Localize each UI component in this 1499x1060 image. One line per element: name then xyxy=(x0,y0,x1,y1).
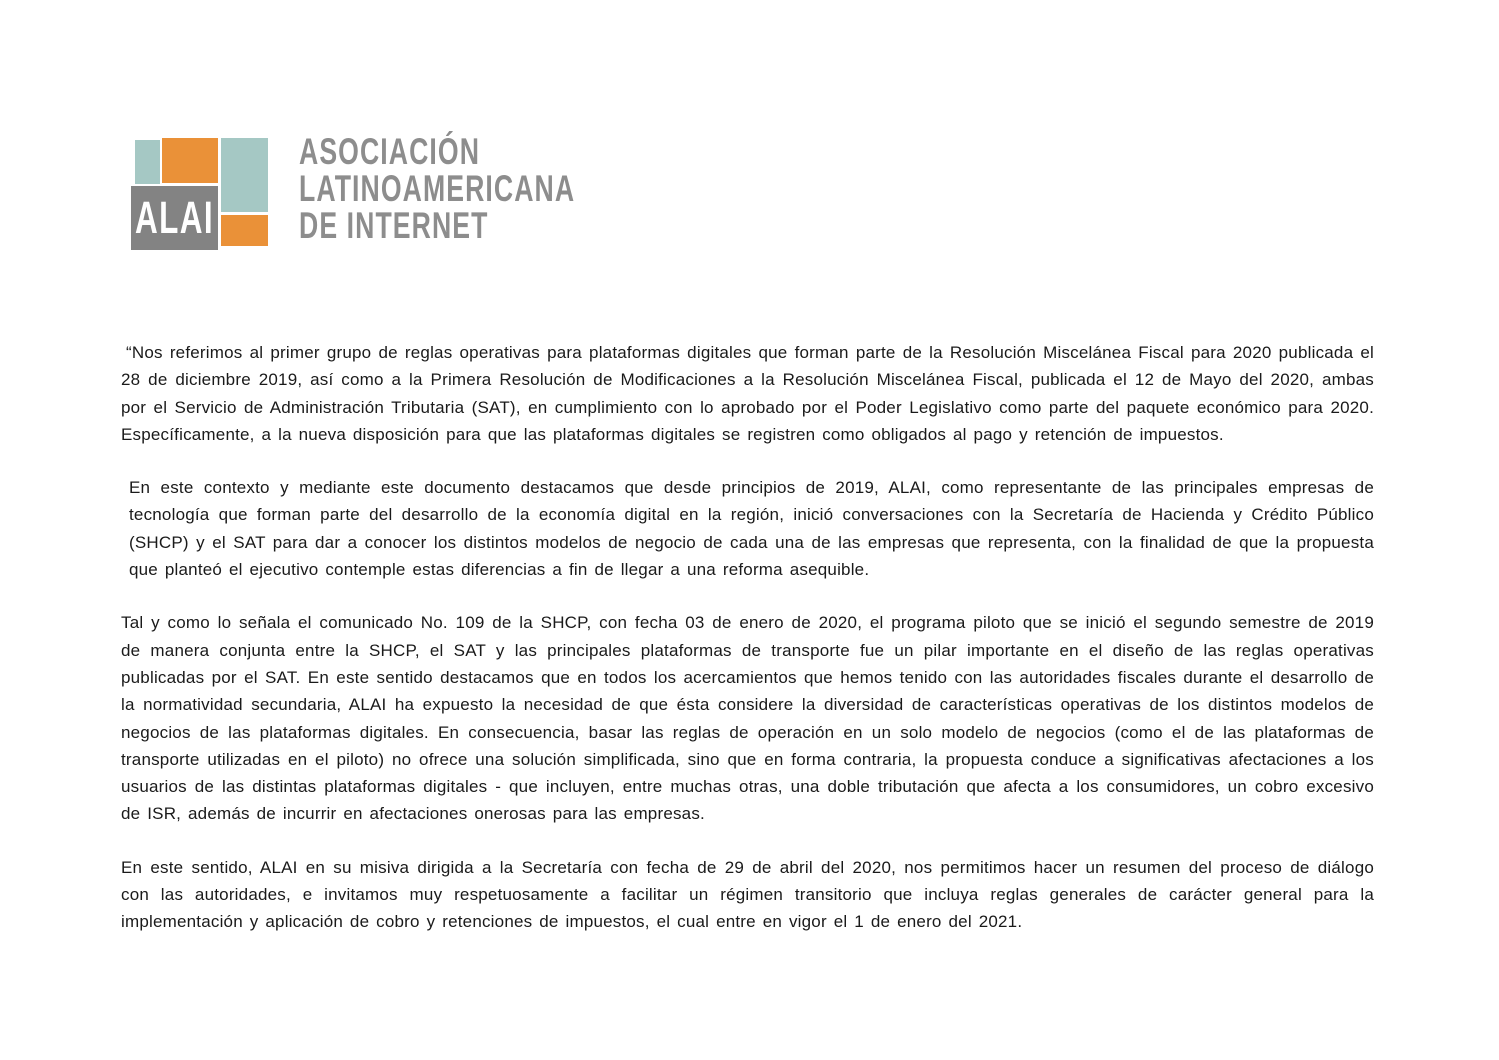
logo-square-orange-top xyxy=(162,138,218,183)
letter-body xyxy=(121,339,1374,962)
paragraph-4: En este sentido, ALAI en su misiva dirigida a la Secretaría con fecha de 29 de abril del 2020, nos permitimos hacer un resumen del proceso de diálogo con las autoridades, e invitamos muy respetuosamente a facilitar un régimen transitorio que incluya reglas generales de carácter general para la implementación y aplicación de cobro y retenciones de impuestos, el cual entre en vigor el 1 de enero del 2021. xyxy=(121,857,1374,932)
logo-square-teal-top-left xyxy=(135,140,160,184)
alai-logo-mark-icon xyxy=(131,137,269,251)
logo-square-teal-right xyxy=(221,138,268,212)
paragraph-2: En este contexto y mediante este documento destacamos que desde principios de 2019, ALAI, como representante de las principales empresas de tecnología que forman parte del desarrollo de la economía digital en la región, inició conversaciones con la Secretaría de Hacienda y Crédito Público (SHCP) y el SAT para dar a conocer los distintos modelos de negocio de cada una de las empresas que representa, con la finalidad de que la propuesta que planteó el ejecutivo contemple estas diferencias a fin de llegar a una reforma asequible. xyxy=(129,478,1374,580)
logo-wordmark-line-1: ASOCIACIÓN xyxy=(299,131,481,172)
logo-wordmark-line-3: DE INTERNET xyxy=(299,205,489,246)
logo-wordmark-line-2: LATINOAMERICANA xyxy=(299,168,576,209)
paragraph-3: Tal y como lo señala el comunicado No. 109 de la SHCP, con fecha 03 de enero de 2020, el programa piloto que se inició el segundo semestre de 2019 de manera conjunta entre la SHCP, el SAT y las principales plataformas de transporte fue un pilar importante en el diseño de las reglas operativas publicadas por el SAT. En este sentido destacamos que en todos los acercamientos que hemos tenido con las autoridades fiscales durante el desarrollo de la normatividad secundaria, ALAI ha expuesto la necesidad de que ésta considere la diversidad de características operativas de los distintos modelos de negocios de las plataformas digitales. En consecuencia, basar las reglas de operación en un solo modelo de negocios (como el de las plataformas de transporte utilizadas en el piloto) no ofrece una solución simplificada, sino que en forma contraria, la propuesta conduce a significativas afectaciones a los usuarios de las distintas plataformas digitales - que incluyen, entre muchas otras, una doble tributación que afecta a los consumidores, un cobro excesivo de ISR, además de incurrir en afectaciones onerosas para las empresas. xyxy=(121,613,1374,824)
paragraph-1: “Nos referimos al primer grupo de reglas operativas para plataformas digitales que forman parte de la Resolución Miscelánea Fiscal para 2020 publicada el 28 de diciembre 2019, así como a la Primera Resolución de Modificaciones a la Resolución Miscelánea Fiscal, publicada el 12 de Mayo del 2020, ambas por el Servicio de Administración Tributaria (SAT), en cumplimiento con lo aprobado por el Poder Legislativo como parte del paquete económico para 2020. Específicamente, a la nueva disposición para que las plataformas digitales se registren como obligados al pago y retención de impuestos. xyxy=(121,343,1374,444)
logo-acronym: ALAI xyxy=(134,191,215,243)
logo-wordmark xyxy=(299,133,683,244)
logo-square-orange-bottom-right xyxy=(221,215,268,246)
logo-acronym-box xyxy=(131,186,218,250)
